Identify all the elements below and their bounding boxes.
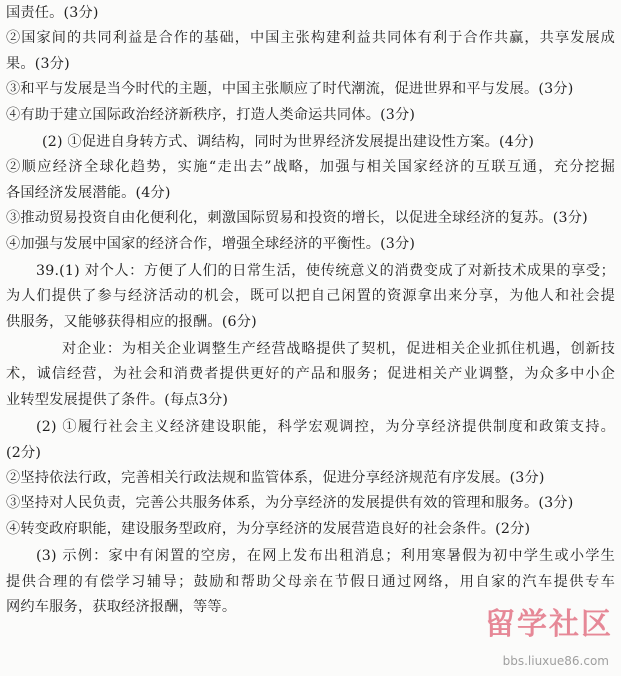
text-line-3: 果。(3分) xyxy=(6,55,70,72)
text-line-17: (2) ①履行社会主义经济建设职能，科学宏观调控，为分享经济提供制度和政策支持。 xyxy=(36,419,615,436)
text-line-10: ④加强与发展中国家的经济合作，增强全球经济的平衡性。(3分) xyxy=(6,235,416,252)
text-line-15: 术，诚信经营，为社会和消费者提供更好的产品和服务；促进相关产业调整，为众多中小企 xyxy=(6,366,615,383)
text-line-19: ②坚持依法行政，完善相关行政法规和监管体系，促进分享经济规范有序发展。(3分) xyxy=(6,470,545,487)
text-line-23: 提供合理的有偿学习辅导；鼓励和帮助父母亲在节假日通过网络，用自家的汽车提供专车 xyxy=(6,573,615,590)
text-line-7: ②顺应经济全球化趋势，实施“走出去”战略，加强与相关国家经济的互联互通，充分挖掘 xyxy=(6,159,615,176)
text-line-9: ③推动贸易投资自由化便利化，刺激国际贸易和投资的增长，以促进全球经济的复苏。(3分) xyxy=(6,210,588,227)
text-line-20: ③坚持对人民负责，完善公共服务体系，为分享经济的发展提供有效的管理和服务。(3分) xyxy=(6,495,574,512)
text-line-5: ④有助于建立国际政治经济新秩序，打造人类命运共同体。(3分) xyxy=(6,106,416,123)
text-line-8: 各国经济发展潜能。(4分) xyxy=(6,184,171,201)
text-line-21: ④转变政府职能，建设服务型政府，为分享经济的发展营造良好的社会条件。(2分) xyxy=(6,520,531,537)
text-line-18: (2分) xyxy=(6,444,42,461)
text-line-12: 为人们提供了参与经济活动的机会，既可以把自己闲置的资源拿出来分享，为他人和社会提 xyxy=(6,288,615,305)
text-line-13: 供服务，又能够获得相应的报酬。(6分) xyxy=(6,313,257,330)
text-line-16: 业转型发展提供了条件。(每点3分) xyxy=(6,391,229,408)
text-line-1: 国责任。(3分) xyxy=(6,5,99,21)
text-line-22: (3) 示例：家中有闲置的空房，在网上发布出租消息；利用寒暑假为初中学生或小学生 xyxy=(36,548,615,565)
text-line-2: ②国家间的共同利益是合作的基础，中国主张构建利益共同体有利于合作共赢，共享发展成 xyxy=(6,30,615,47)
text-line-11: 39.(1) 对个人：方便了人们的日常生活，使传统意义的消费变成了对新技术成果的享受； xyxy=(36,262,615,279)
watermark-logo-text: 留学社区 xyxy=(485,607,613,642)
watermark-url: bbs.liuxue86.com xyxy=(502,654,609,668)
text-line-4: ③和平与发展是当今时代的主题，中国主张顺应了时代潮流，促进世界和平与发展。(3分) xyxy=(6,81,574,98)
text-line-6: (2) ①促进自身转方式、调结构，同时为世界经济发展提出建设性方案。(4分) xyxy=(42,133,535,150)
text-line-24: 网约车服务，获取经济报酬，等等。 xyxy=(6,598,237,615)
text-line-14: 对企业：为相关企业调整生产经营战略提供了契机，促进相关企业抓住机遇，创新技 xyxy=(62,341,615,358)
